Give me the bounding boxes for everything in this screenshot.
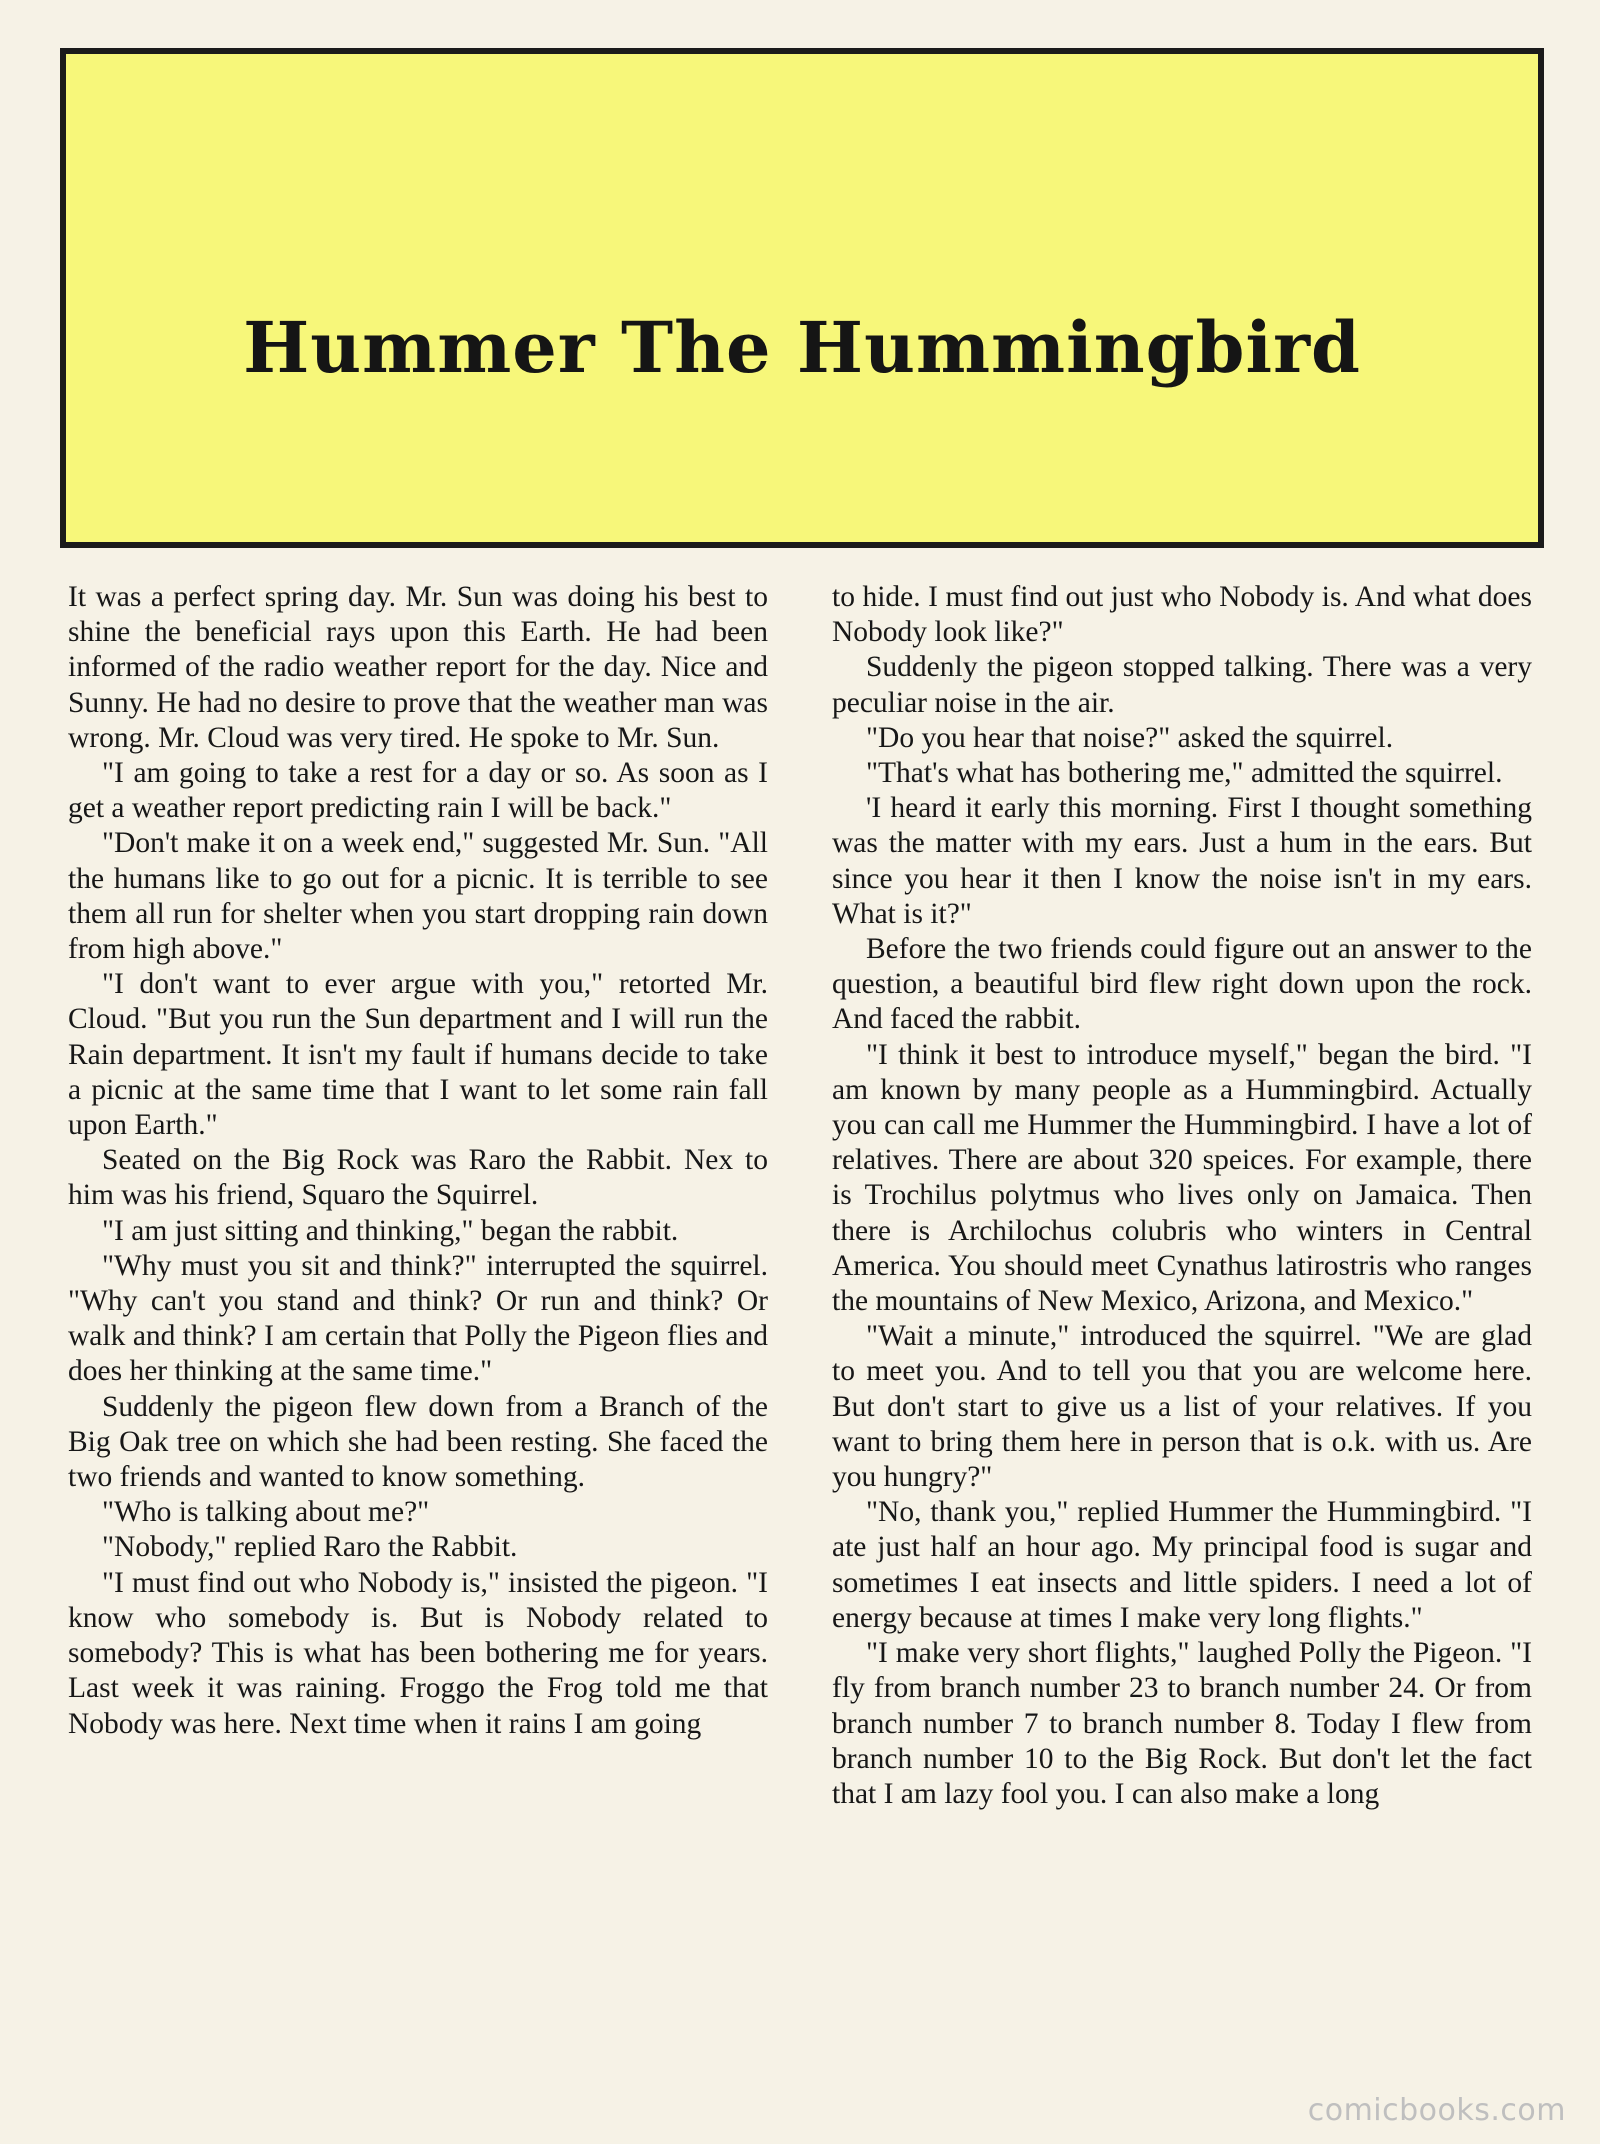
paragraph: "Why must you sit and think?" interrupted the squirrel. "Why can't you stand and think? Or run and think? Or walk and think? I am certain that Polly the Pigeon flies and does her thinking at the same time." [68,1249,768,1388]
paragraph: "I am going to take a rest for a day or so. As soon as I get a weather report predicting rain I will be back." [68,757,768,825]
paragraph: to hide. I must find out just who Nobody is. And what does Nobody look like?" [832,581,1532,649]
paragraph: "I think it best to introduce myself," began the bird. "I am known by many people as a Hummingbird. Actually you can call me Hummer the Hummingbird. I have a lot of relatives. There are about 320 speices. For example, there is Trochilus polytmus who lives only on Jamaica. Then there is Archilochus colubris who winters in Central America. You should meet Cynathus latirostris who ranges the mountains of New Mexico, Arizona, and Mexico." [832,1038,1532,1318]
paragraph: "Don't make it on a week end," suggested Mr. Sun. "All the humans like to go out for a picnic. It is terrible to see them all run for shelter when you start dropping rain down from high above." [68,827,768,966]
watermark: comicbooks.com [1307,2093,1566,2128]
paragraph: "Nobody," replied Raro the Rabbit. [102,1531,518,1564]
paragraph: "Wait a minute," introduced the squirrel. "We are glad to meet you. And to tell you that you are welcome here. But don't start to give us a list of your relatives. If you want to bring them here in person that is o.k. with us. Are you hungry?" [832,1320,1532,1494]
left-text-column [68,580,768,1742]
paragraph: "I must find out who Nobody is," insisted the pigeon. "I know who somebody is. But is Nobody related to somebody? This is what has been bothering me for years. Last week it was raining. Froggo the Frog told me that Nobody was here. Next time when it rains I am going [68,1566,768,1740]
paragraph: "I don't want to ever argue with you," retorted Mr. Cloud. "But you run the Sun department and I will run the Rain department. It isn't my fault if humans decide to take a picnic at the same time that I want to let some rain fall upon Earth." [68,968,768,1142]
right-text-column [832,580,1532,1812]
paragraph: Suddenly the pigeon stopped talking. There was a very peculiar noise in the air. [832,651,1532,719]
paragraph: "Who is talking about me?" [102,1496,430,1529]
paragraph: "I make very short flights," laughed Polly the Pigeon. "I fly from branch number 23 to branch number 24. Or from branch number 7 to branch number 8. Today I flew from branch number 10 to the Big Rock. But don't let the fact that I am lazy fool you. I can also make a long [832,1637,1532,1810]
story-title: Hummer The Hummingbird [243,306,1361,389]
paragraph: "That's what has bothering me," admitted the squirrel. [866,757,1503,790]
paragraph: "I am just sitting and thinking," began the rabbit. [102,1214,679,1247]
paragraph: "Do you hear that noise?" asked the squirrel. [866,721,1394,754]
title-banner [60,48,1544,548]
paragraph: "No, thank you," replied Hummer the Hummingbird. "I ate just half an hour ago. My principal food is sugar and sometimes I eat insects and little spiders. I need a lot of energy because at times I make very long flights." [832,1496,1532,1634]
paragraph: 'I heard it early this morning. First I thought something was the matter with my ears. Just a hum in the ears. But since you hear it then I know the noise isn't in my ears. What is it?" [832,792,1532,930]
paragraph: Seated on the Big Rock was Raro the Rabbit. Nex to him was his friend, Squaro the Squirrel. [68,1144,768,1212]
paragraph: Suddenly the pigeon flew down from a Branch of the Big Oak tree on which she had been resting. She faced the two friends and wanted to know something. [68,1390,768,1494]
paragraph: It was a perfect spring day. Mr. Sun was doing his best to shine the beneficial rays upon this Earth. He had been informed of the radio weather report for the day. Nice and Sunny. He had no desire to prove that the weather man was wrong. Mr. Cloud was very tired. He spoke to Mr. Sun. [68,581,768,754]
paragraph: Before the two friends could figure out an answer to the question, a beautiful bird flew right down upon the rock. And faced the rabbit. [832,933,1532,1036]
